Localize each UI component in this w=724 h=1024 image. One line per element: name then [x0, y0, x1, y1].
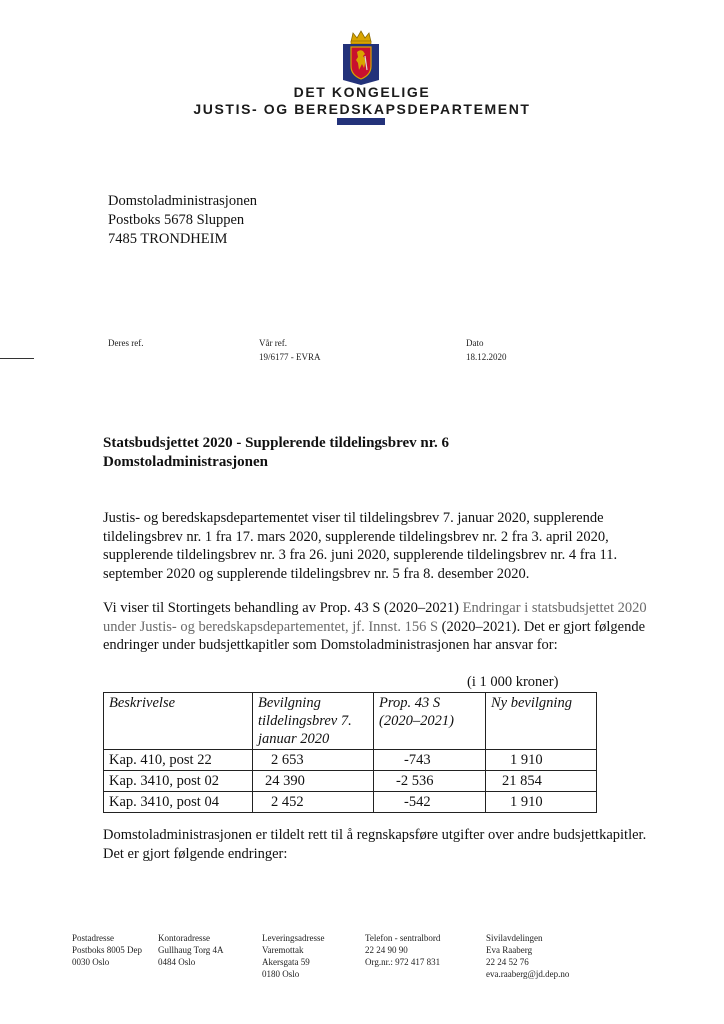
prop-reference-link[interactable]: Endringar i statsbudsjettet 2020 under Justis- og beredskapsdepartementet, jf. Innst. 156 S: [103, 600, 647, 635]
footer-leveringsadresse-line: Akersgata 59: [262, 957, 310, 967]
header-ny-bevilgning: Ny bevilgning: [486, 693, 597, 750]
budget-table: [103, 692, 597, 813]
recipient-name: Domstoladministrasjonen: [108, 193, 258, 209]
letterhead-bar: [337, 118, 385, 125]
cell-ny-bevilgning: 1 910: [486, 750, 597, 771]
table-unit-note: (i 1 000 kroner): [467, 674, 559, 690]
cell-bevilgning: 2 653: [253, 750, 374, 771]
header-beskrivelse: Beskrivelse: [104, 693, 253, 750]
ref-deres: [108, 336, 143, 350]
cell-ny-bevilgning: 21 854: [486, 771, 597, 792]
footer-org-number: Org.nr.: 972 417 831: [365, 957, 441, 967]
ministry-name-line2: JUSTIS- OG BEREDSKAPSDEPARTEMENT: [193, 101, 531, 117]
footer-telefon: [365, 932, 440, 968]
header-bevilgning: Bevilgning tildelingsbrev 7. januar 2020: [253, 693, 374, 750]
recipient-street: Postboks 5678 Sluppen: [108, 212, 245, 228]
cell-beskrivelse: Kap. 3410, post 02: [104, 771, 253, 792]
paragraph-2: [103, 599, 663, 655]
footer-telefon-label: Telefon - sentralbord: [365, 933, 441, 943]
footer-telefon-number: 22 24 90 90: [365, 945, 408, 955]
footer-avdeling: [486, 932, 569, 980]
ref-dato-label: Dato: [466, 338, 484, 348]
cell-bevilgning: 24 390: [253, 771, 374, 792]
footer-leveringsadresse: [262, 932, 324, 980]
recipient-address: [108, 192, 257, 249]
ref-var-label: Vår ref.: [259, 338, 287, 348]
footer-postadresse: [72, 932, 142, 968]
footer-contact-email[interactable]: eva.raaberg@jd.dep.no: [486, 969, 570, 979]
cell-bevilgning: 2 452: [253, 792, 374, 813]
footer-contact-name: Eva Raaberg: [486, 945, 533, 955]
table-row: [104, 792, 597, 813]
cell-prop: -2 536: [374, 771, 486, 792]
footer-leveringsadresse-line: Varemottak: [262, 945, 304, 955]
subject-line1: Statsbudsjettet 2020 - Supplerende tildelingsbrev nr. 6: [103, 435, 450, 451]
ref-var: [259, 336, 321, 364]
cell-prop: -542: [374, 792, 486, 813]
footer-postadresse-line: Postboks 8005 Dep: [72, 945, 143, 955]
footer-kontoradresse-line: 0484 Oslo: [158, 957, 196, 967]
recipient-city: 7485 TRONDHEIM: [108, 231, 228, 247]
footer-kontoradresse-label: Kontoradresse: [158, 933, 210, 943]
paragraph-1: Justis- og beredskapsdepartementet viser til tildelingsbrev 7. januar 2020, supplerende tildelingsbrev nr. 1 fra 17. mars 2020, supplerende tildelingsbrev nr. 2 fra 3. april 2020, supplerende tildelingsbrev nr. 3 fra 26. juni 2020, supplerende tildelingsbrev nr. 4 fra 11. september 2020 og supplerende tildelingsbrev nr. 5 fra 8. desember 2020.: [103, 510, 618, 582]
footer-avdeling-label: Sivilavdelingen: [486, 933, 543, 943]
paragraph-3: Domstoladministrasjonen er tildelt rett til å regnskapsføre utgifter over andre budsjettkapitler. Det er gjort følgende endringer:: [103, 827, 647, 862]
table-header-row: [104, 693, 597, 750]
subject-line2: Domstoladministrasjonen: [103, 454, 269, 470]
cell-prop: -743: [374, 750, 486, 771]
ref-dato-value: 18.12.2020: [466, 352, 507, 362]
footer-postadresse-label: Postadresse: [72, 933, 114, 943]
table-row: [104, 771, 597, 792]
ref-var-value: 19/6177 - EVRA: [259, 352, 321, 362]
table-row: [104, 750, 597, 771]
coat-of-arms-logo: [338, 30, 384, 86]
fold-mark: [0, 358, 34, 359]
footer-kontoradresse-line: Gullhaug Torg 4A: [158, 945, 224, 955]
footer-leveringsadresse-line: 0180 Oslo: [262, 969, 300, 979]
footer-leveringsadresse-label: Leveringsadresse: [262, 933, 325, 943]
footer-contact-phone: 22 24 52 76: [486, 957, 529, 967]
ministry-name-line1: DET KONGELIGE: [293, 84, 431, 100]
cell-beskrivelse: Kap. 410, post 22: [104, 750, 253, 771]
paragraph-2-text-b: (2020–2021). Det er gjort følgende endringer under budsjettkapitler som Domstoladministrasjonen har ansvar for:: [103, 618, 646, 653]
footer-postadresse-line: 0030 Oslo: [72, 957, 110, 967]
cell-beskrivelse: Kap. 3410, post 04: [104, 792, 253, 813]
footer-kontoradresse: [158, 932, 224, 968]
paragraph-2-text-a: Vi viser til Stortingets behandling av Prop. 43 S (2020–2021): [103, 600, 463, 616]
cell-ny-bevilgning: 1 910: [486, 792, 597, 813]
ref-dato: [466, 336, 507, 364]
letter-subject: [103, 434, 449, 472]
header-prop: Prop. 43 S (2020–2021): [374, 693, 486, 750]
ref-deres-label: Deres ref.: [108, 338, 144, 348]
